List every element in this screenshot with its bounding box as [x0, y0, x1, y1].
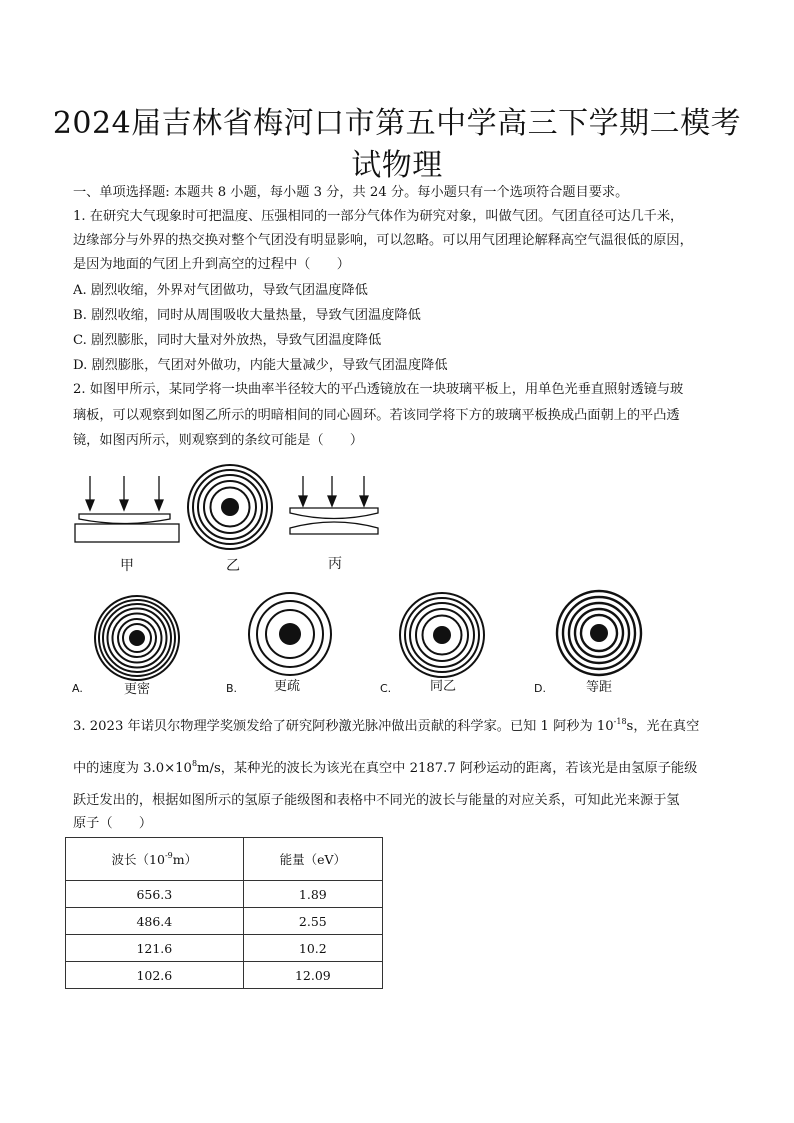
table-row [66, 881, 383, 908]
q2-line-2: 璃板，可以观察到如图乙所示的明暗相间的同心圆环。若该同学将下方的玻璃平板换成凸面朝上的平凸透 [73, 408, 680, 423]
q3-line-4: 原子（ ） [73, 816, 153, 831]
q1-option-b: B. 剧烈收缩，同时从周围吸收大量热量，导致气团温度降低 [73, 308, 421, 323]
header-wavelength: 波长$(10^{-9}m)$ [66, 838, 244, 881]
q3-line-1: 3. 2023 年诺贝尔物理学奖颁发给了研究阿秒激光脉冲做出贡献的科学家。已知 1 阿秒为 $10^{-18}s$，光在真空 [73, 717, 700, 734]
energy-cell: 2.55 [243, 908, 382, 935]
q1-line-1: 1. 在研究大气现象时可把温度、压强相同的一部分气体作为研究对象，叫做气团。气团直径可达几千米， [73, 209, 684, 224]
q1-option-c: C. 剧烈膨胀，同时大量对外放热，导致气团温度降低 [73, 333, 382, 348]
option-d-letter: D. [534, 682, 546, 695]
q1-line-3: 是因为地面的气团上升到高空的过程中（ ） [73, 257, 350, 272]
wavelength-cell: 486.4 [66, 908, 244, 935]
figure-bing [286, 472, 386, 552]
option-c-letter: C. [380, 682, 392, 695]
option-a-rings [93, 594, 181, 682]
option-b-rings [246, 590, 334, 678]
figure-jia [73, 472, 183, 564]
option-b-label: 更疏 [274, 679, 301, 694]
wavelength-cell: 656.3 [66, 881, 244, 908]
option-c-rings [397, 590, 487, 680]
table-header-row [66, 838, 383, 881]
page-title-line1: 2024届吉林省梅河口市第五中学高三下学期二模考 [52, 106, 742, 141]
wavelength-cell: 102.6 [66, 962, 244, 989]
energy-cell: 12.09 [243, 962, 382, 989]
wavelength-energy-table [65, 837, 383, 989]
q2-line-3: 镜，如图丙所示，则观察到的条纹可能是（ ） [73, 433, 364, 448]
q3-line-2: 中的速度为 $3.0\times 10^8m/s$，某种光的波长为该光在真空中 2187.7 阿秒运动的距离，若该光是由氢原子能级 [73, 759, 698, 776]
option-d-rings [554, 588, 644, 678]
option-c-label: 同乙 [430, 679, 457, 694]
energy-cell: 10.2 [243, 935, 382, 962]
figure-label-jia: 甲 [120, 558, 134, 574]
header-energy: 能量（eV） [243, 838, 382, 881]
option-a-label: 更密 [124, 682, 151, 697]
q2-line-1: 2. 如图甲所示，某同学将一块曲率半径较大的平凸透镜放在一块玻璃平板上，用单色光垂直照射透镜与玻 [73, 382, 684, 397]
energy-cell: 1.89 [243, 881, 382, 908]
figure-label-bing: 丙 [328, 556, 342, 572]
q1-option-a: A. 剧烈收缩，外界对气团做功，导致气团温度降低 [73, 283, 368, 298]
q3-line-3: 跃迁发出的，根据如图所示的氢原子能级图和表格中不同光的波长与能量的对应关系，可知此光来源于氢 [73, 793, 680, 808]
table-row [66, 962, 383, 989]
wavelength-cell: 121.6 [66, 935, 244, 962]
option-d-label: 等距 [586, 680, 613, 695]
section-heading: 一、单项选择题: 本题共 8 小题，每小题 3 分，共 24 分。每小题只有一个选项符合题目要求。 [73, 185, 629, 200]
q1-line-2: 边缘部分与外界的热交换对整个气团没有明显影响，可以忽略。可以用气团理论解释高空气温很低的原因， [73, 233, 693, 248]
table-row [66, 908, 383, 935]
figure-yi-rings [185, 462, 275, 552]
option-b-letter: B. [226, 682, 238, 695]
page-title-line2: 试物理 [351, 148, 443, 183]
table-row [66, 935, 383, 962]
q1-option-d: D. 剧烈膨胀，气团对外做功，内能大量减少，导致气团温度降低 [73, 358, 448, 373]
option-a-letter: A. [72, 682, 83, 695]
figure-label-yi: 乙 [226, 558, 240, 574]
